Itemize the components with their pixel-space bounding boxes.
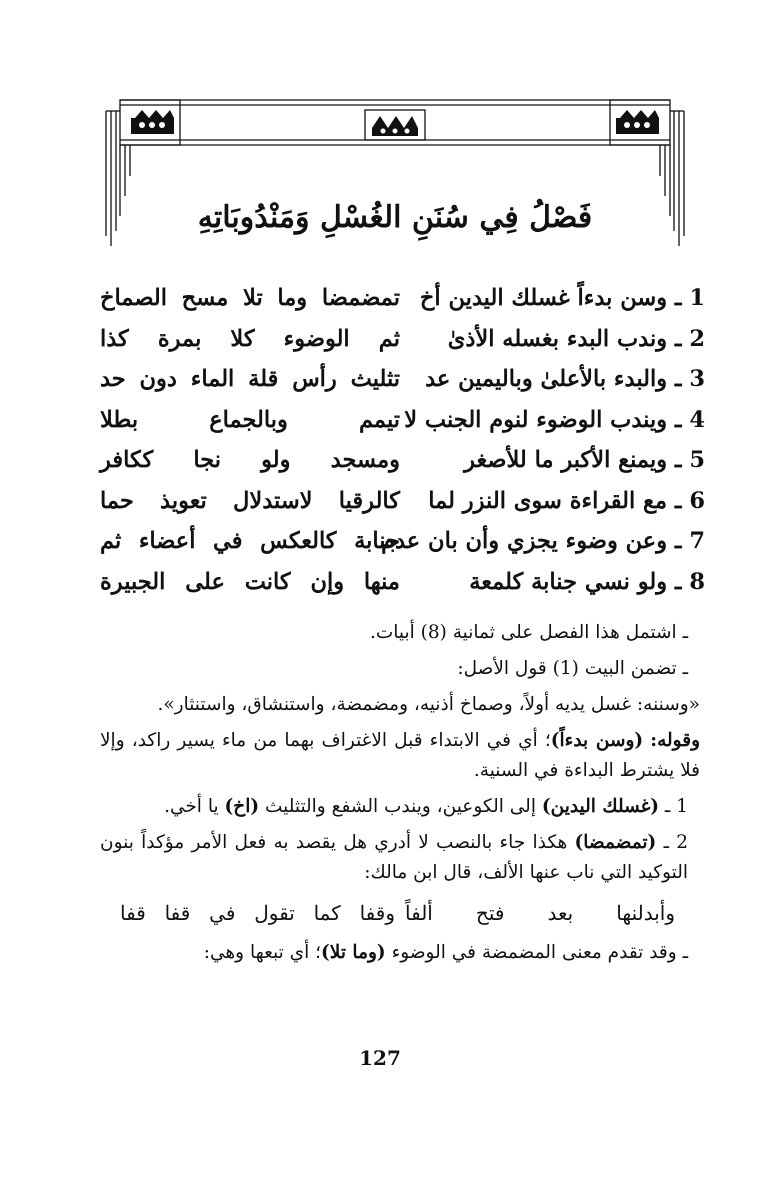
term-wama-tala: (وما تلا) [321, 942, 386, 963]
term-wasunna-bad-an: (وسن بدءاً) [550, 730, 644, 751]
verse-second-hemistich: تمضمضا وما تلا مسح الصماخ [100, 285, 400, 311]
section-title: فَصْلُ فِي سُنَنِ الغُسْلِ وَمَنْدُوبَاتِهِ [197, 200, 593, 235]
verse-second-hemistich: ومسجد ولو نجا ككافر [100, 447, 400, 473]
note-verse-one: ـ تضمن البيت (1) قول الأصل: [457, 658, 688, 679]
note-one [100, 792, 700, 822]
verse-second-hemistich: تيمم وبالجماع بطلا [100, 406, 400, 433]
verse-second-hemistich: جنابة كالعكس في أعضاء ثم [100, 528, 400, 554]
verse-first-hemistich: 8 ـ ولو نسي جنابة كلمعة [469, 568, 705, 595]
verse-row [100, 488, 705, 529]
note-two [100, 828, 700, 888]
verse-first-hemistich: 7 ـ وعن وضوء يجزي وأن بان عدم [381, 528, 705, 554]
note-number: 1 ـ [664, 796, 688, 817]
verse-row [100, 569, 705, 610]
verse-row [100, 447, 705, 488]
commentary [100, 618, 700, 974]
verse-first-hemistich: 4 ـ ويندب الوضوء لنوم الجنب لا [404, 406, 705, 433]
verse-row [100, 407, 705, 448]
note-one-text: إلى الكوعين، ويندب الشفع والتثليث [264, 796, 536, 817]
page-number: 127 [359, 1046, 401, 1070]
note-number: 2 ـ [663, 832, 688, 853]
note-madmada-text: ـ وقد تقدم معنى المضمضة في الوضوء [391, 942, 688, 963]
quote-original-text: «وسننه: غسل يديه أولاً، وصماخ أذنيه، ومضمضة، واستنشاق، واستنثار». [157, 694, 700, 715]
quoted-verse-ibn-malik [100, 894, 700, 936]
verse-row [100, 528, 705, 569]
verse-first-hemistich: 3 ـ والبدء بالأعلىٰ وباليمين عد [425, 366, 705, 392]
note-madmada-end: ؛ أي تبعها وهي: [203, 942, 322, 963]
verse-second-hemistich: ثم الوضوء كلا بمرة كذا [100, 325, 400, 352]
note-madmada [100, 938, 700, 968]
verse-first-hemistich: 6 ـ مع القراءة سوى النزر لما [428, 487, 705, 514]
label-qawluhu: وقوله: [650, 730, 700, 751]
term-akh: (اخ) [224, 796, 260, 817]
verse-second-hemistich: تثليث رأس قلة الماء دون حد [100, 366, 400, 392]
verse-first-hemistich: 5 ـ ويمنع الأكبر ما للأصغر [464, 447, 705, 473]
note-qawluhu-text: ؛ أي في الابتداء قبل الاغتراف بهما من ماء يسير راكد، وإلا فلا يشترط البداءة في السنية. [100, 730, 700, 781]
poem-verses [100, 285, 705, 609]
quoted-verse-first: وأبدلنها بعد فتح ألفاً [405, 901, 675, 925]
term-ghaslik-alyadayn: (غسلك اليدين) [541, 796, 660, 817]
note-one-end: يا أخي. [164, 796, 219, 817]
verse-row [100, 366, 705, 407]
verse-row [100, 326, 705, 367]
note-two-text: هكذا جاء بالنصب لا أدري هل يقصد به فعل الأمر مؤكداً بنون التوكيد التي ناب عنها الألف، قال ابن مالك: [100, 832, 688, 883]
verse-second-hemistich: منها وإن كانت على الجبيرة [100, 568, 400, 595]
verse-second-hemistich: كالرقيا لاستدلال تعويذ حما [100, 487, 400, 514]
note-verse-count: ـ اشتمل هذا الفصل على ثمانية (8) أبيات. [369, 622, 688, 643]
quoted-verse-second: وقفا كما تقول في قفا قفا [120, 901, 395, 925]
verse-first-hemistich: 2 ـ وندب البدء بغسله الأذىٰ [447, 325, 705, 352]
note-qawluhu [100, 726, 700, 786]
verse-row [100, 285, 705, 326]
term-tamadmadan: (تمضمضا) [574, 832, 657, 853]
verse-first-hemistich: 1 ـ وسن بدءاً غسلك اليدين أخ [419, 285, 705, 311]
